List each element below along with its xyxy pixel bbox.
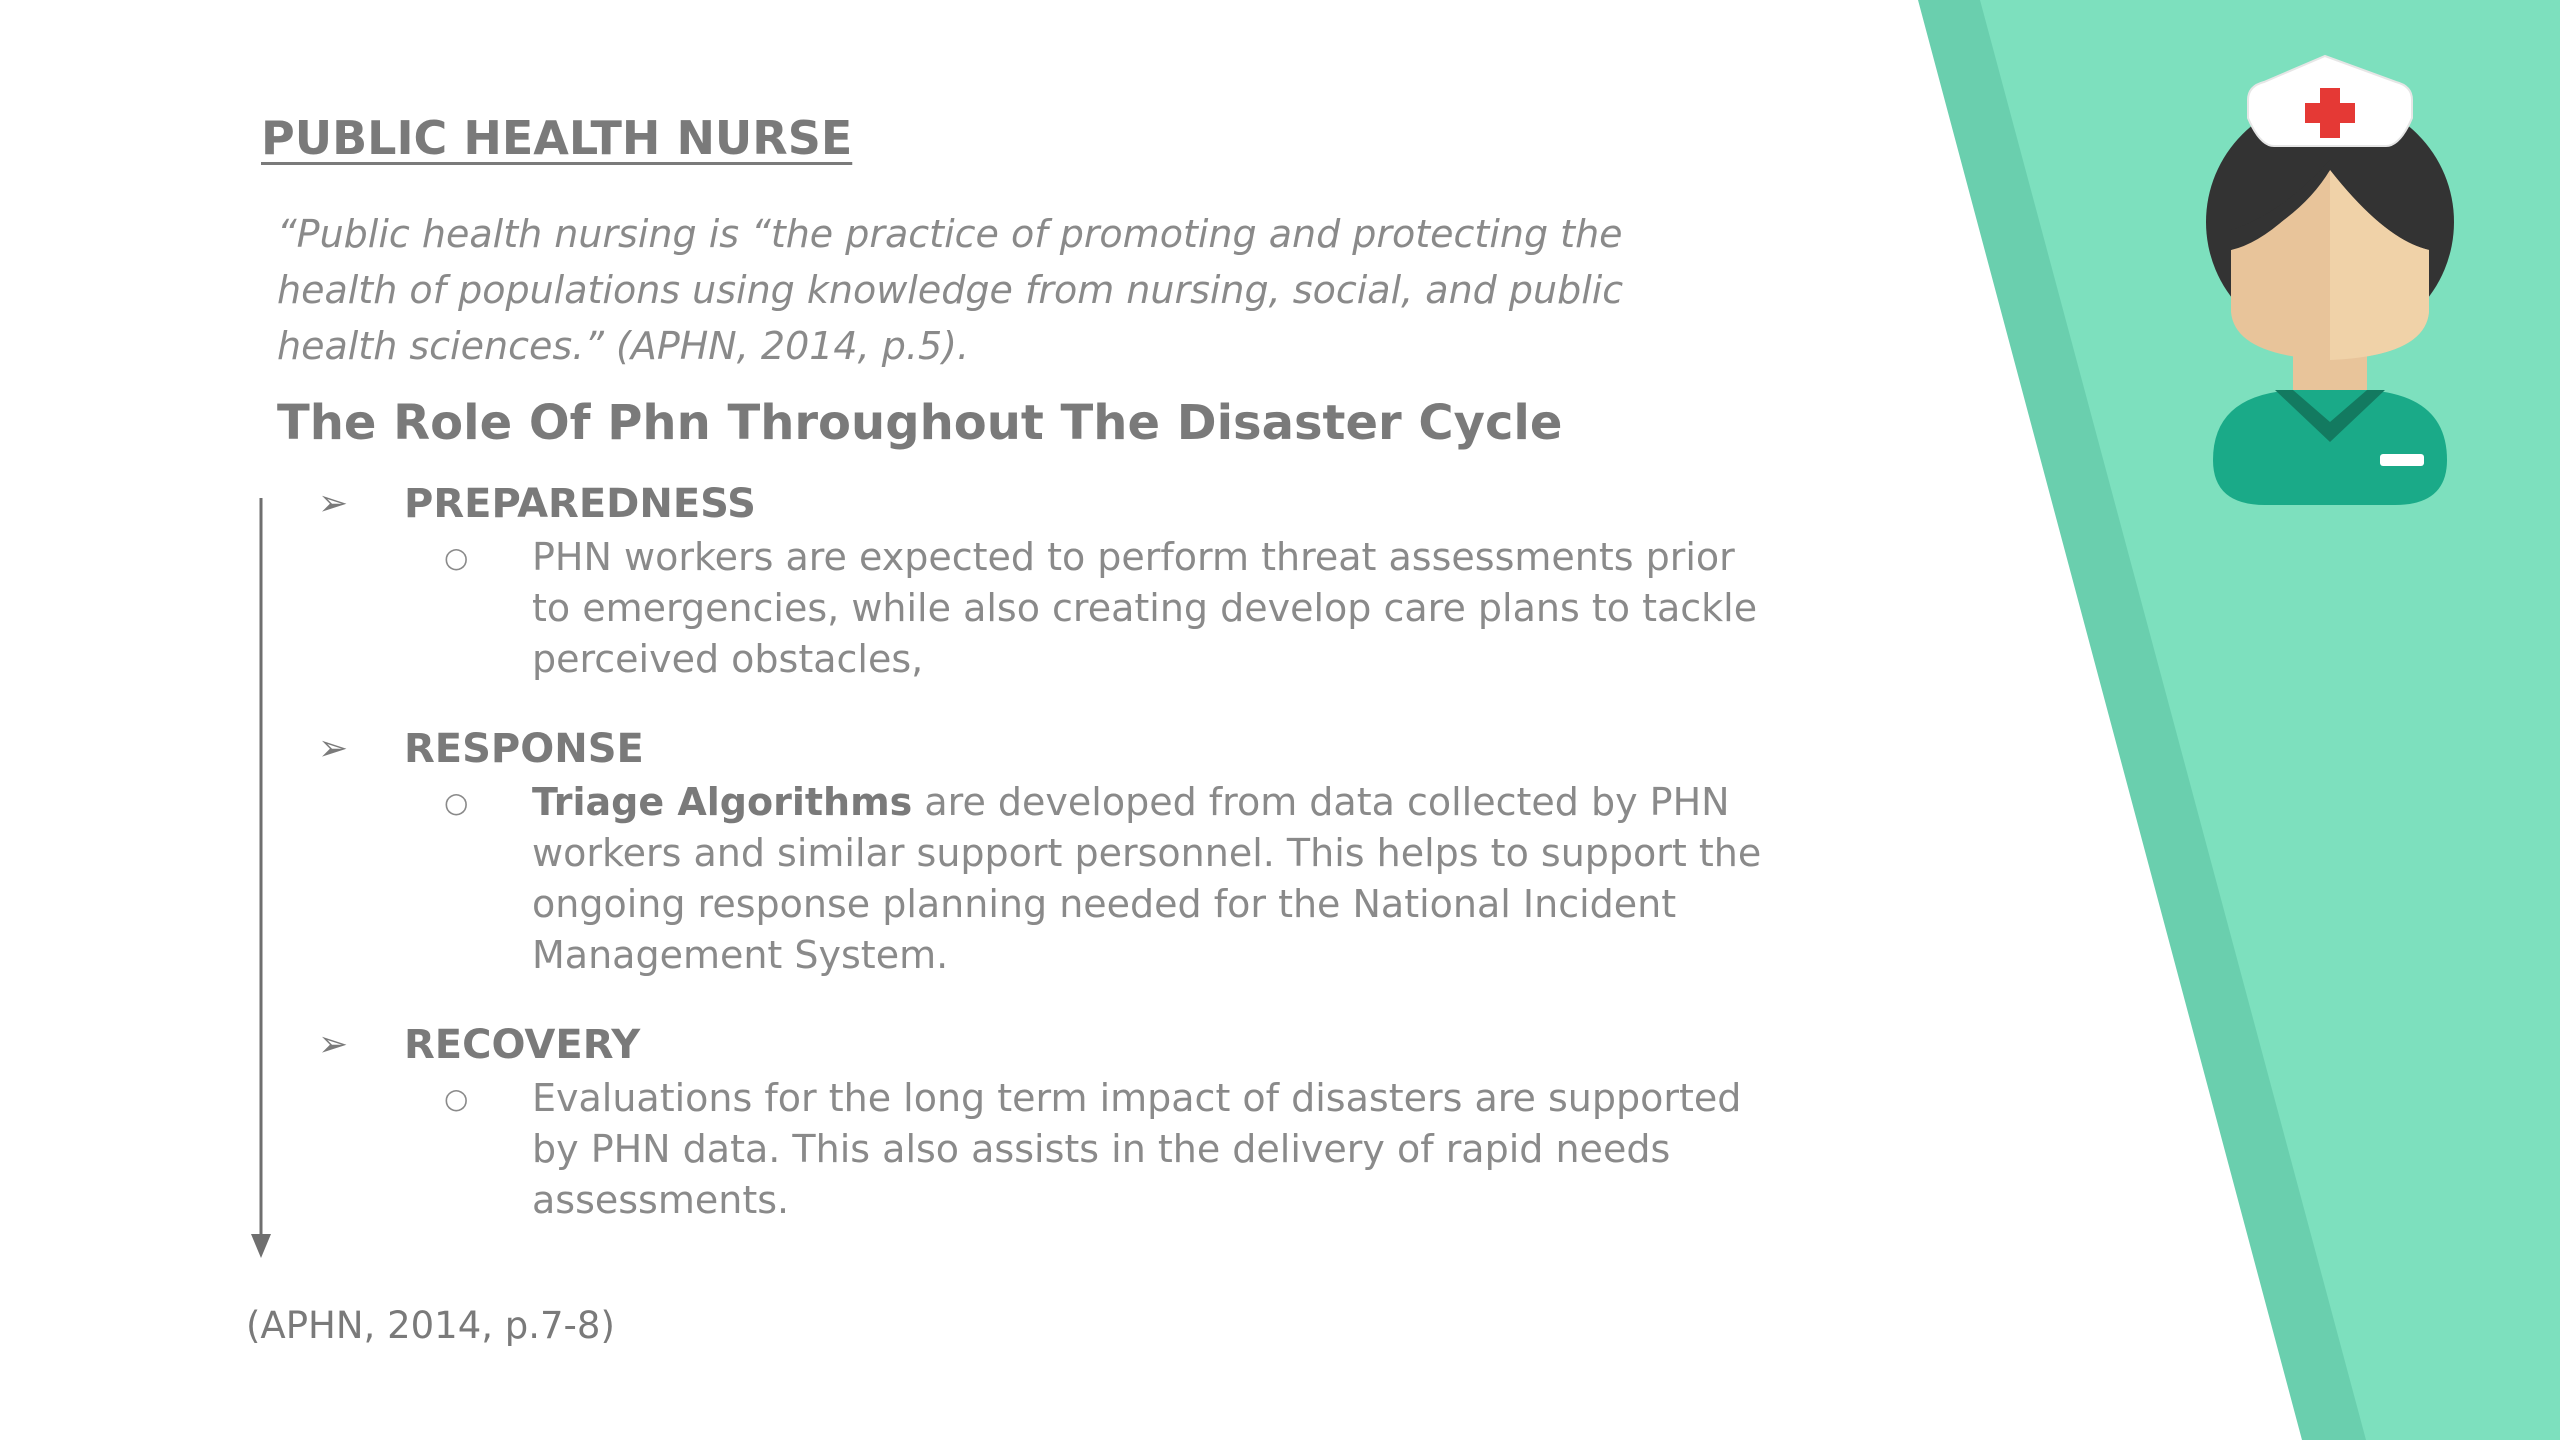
arrow-bullet-icon: ➢ — [318, 728, 349, 769]
arrow-bullet-icon: ➢ — [318, 1024, 349, 1065]
phase-description — [532, 1073, 1772, 1226]
phase-text: PHN workers are expected to perform threat assessments prior to emergencies, while also creating develop care plans to tackle perceived obstacles, — [532, 535, 1758, 681]
phase-bold-lead: Triage Algorithms — [532, 780, 913, 824]
circle-bullet-icon: ○ — [444, 786, 469, 819]
phase-description — [532, 777, 1772, 981]
phase-response — [318, 719, 1798, 981]
definition-quote: “Public health nursing is “the practice of promoting and protecting the health of populations using knowledge from nursing, social, and public health sciences.” (APHN, 2014, p.5). — [277, 212, 1624, 368]
phase-preparedness — [318, 474, 1798, 685]
nurse-icon — [2190, 50, 2480, 520]
arrow-bullet-icon: ➢ — [318, 483, 349, 524]
circle-bullet-icon: ○ — [444, 1082, 469, 1115]
phase-label: RECOVERY — [404, 1022, 641, 1068]
phase-description — [532, 532, 1772, 685]
circle-bullet-icon: ○ — [444, 541, 469, 574]
section-subtitle: The Role Of Phn Throughout The Disaster Cycle — [277, 395, 1563, 451]
phase-text: are developed from data collected by PHN workers and similar support personnel. This helps to support the ongoing response planning needed for the National Incident Management System. — [532, 780, 1762, 977]
citation: (APHN, 2014, p.7-8) — [246, 1304, 615, 1347]
phase-label: RESPONSE — [404, 726, 644, 772]
phase-text: Evaluations for the long term impact of disasters are supported by PHN data. This also assists in the delivery of rapid needs assessments. — [532, 1076, 1742, 1222]
slide-title: PUBLIC HEALTH NURSE — [261, 111, 853, 165]
phase-label: PREPAREDNESS — [404, 481, 756, 527]
phase-recovery — [318, 1015, 1798, 1226]
